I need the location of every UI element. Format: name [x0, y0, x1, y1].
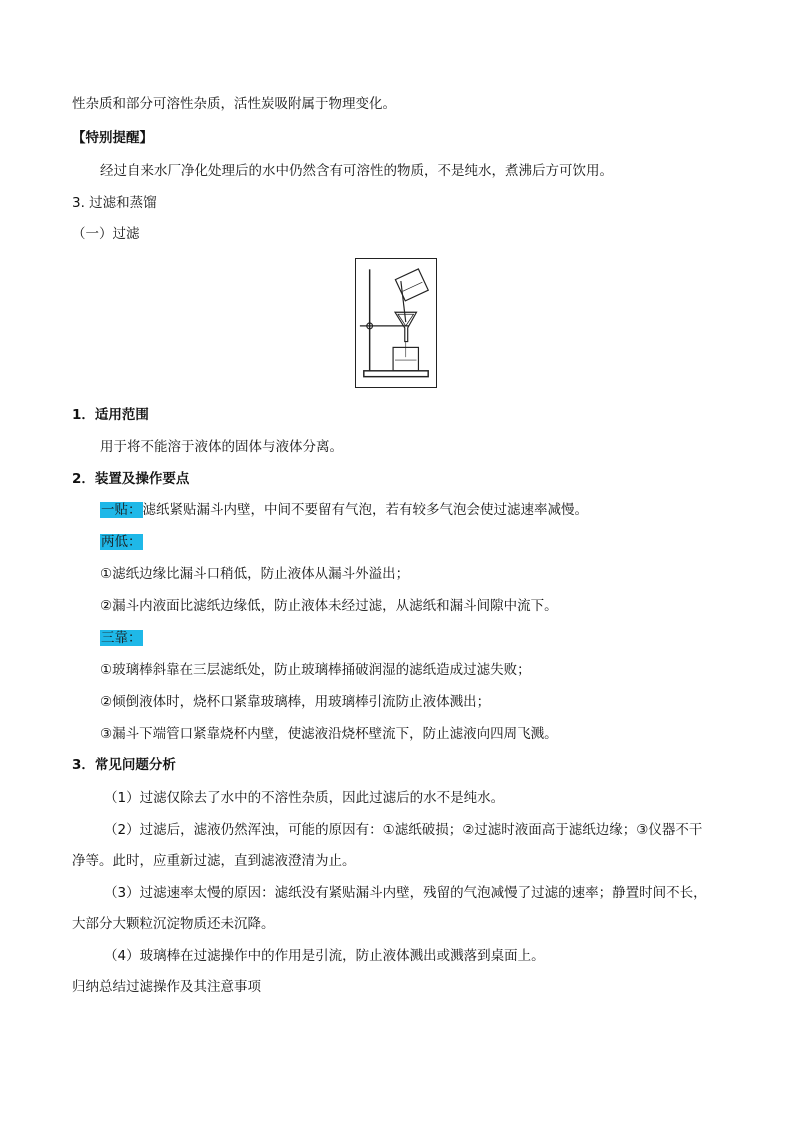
one-stick-text: 滤纸紧贴漏斗内壁，中间不要留有气泡，若有较多气泡会使过滤速率减慢。 [142, 502, 588, 518]
tag-one-stick: 一贴： [101, 502, 142, 518]
problem-3-line-2: 大部分大颗粒沉淀物质还未沉降。 [72, 916, 275, 932]
problem-3-line-1: （3）过滤速率太慢的原因：滤纸没有紧贴漏斗内壁，残留的气泡减慢了过滤的速率；静置时间不长， [104, 885, 707, 901]
two-low-item-1: ①滤纸边缘比漏斗口稍低，防止液体从漏斗外溢出； [100, 566, 410, 582]
three-lean-row [100, 629, 143, 647]
section-title: 3. 过滤和蒸馏 [72, 195, 157, 211]
tag-three-lean: 三靠： [101, 630, 142, 646]
one-stick-row [100, 501, 588, 519]
problem-1: （1）过滤仅除去了水中的不溶性杂质，因此过滤后的水不是纯水。 [104, 790, 505, 806]
problem-4: （4）玻璃棒在过滤操作中的作用是引流，防止液体溅出或溅落到桌面上。 [104, 948, 545, 964]
special-reminder-heading: 【特别提醒】 [72, 130, 153, 146]
reminder-text: 经过自来水厂净化处理后的水中仍然含有可溶性的物质，不是纯水，煮沸后方可饮用。 [100, 163, 613, 179]
heading-problems: 3．常见问题分析 [72, 757, 176, 773]
filtration-apparatus-figure [355, 258, 437, 388]
intro-text: 性杂质和部分可溶性杂质，活性炭吸附属于物理变化。 [72, 96, 396, 112]
problem-2-line-2: 净等。此时，应重新过滤，直到滤液澄清为止。 [72, 853, 356, 869]
three-lean-item-3: ③漏斗下端管口紧靠烧杯内壁，使滤液沿烧杯壁流下，防止滤液向四周飞溅。 [100, 726, 558, 742]
three-lean-item-2: ②倾倒液体时，烧杯口紧靠玻璃棒，用玻璃棒引流防止液体溅出； [100, 694, 491, 710]
problem-2-line-1: （2）过滤后，滤液仍然浑浊，可能的原因有：①滤纸破损；②过滤时液面高于滤纸边缘；③仪器不干 [104, 822, 703, 838]
summary-heading: 归纳总结过滤操作及其注意事项 [72, 979, 261, 995]
two-low-row [100, 533, 143, 551]
filtration-apparatus-icon [356, 259, 436, 387]
heading-scope: 1．适用范围 [72, 407, 149, 423]
two-low-item-2: ②漏斗内液面比滤纸边缘低，防止液体未经过滤，从滤纸和漏斗间隙中流下。 [100, 598, 558, 614]
tag-two-low: 两低： [101, 534, 142, 550]
subsection-title: （一）过滤 [72, 226, 140, 242]
scope-text: 用于将不能溶于液体的固体与液体分离。 [100, 439, 343, 455]
three-lean-item-1: ①玻璃棒斜靠在三层滤纸处，防止玻璃棒捅破润湿的滤纸造成过滤失败； [100, 662, 531, 678]
heading-apparatus: 2．装置及操作要点 [72, 471, 190, 487]
